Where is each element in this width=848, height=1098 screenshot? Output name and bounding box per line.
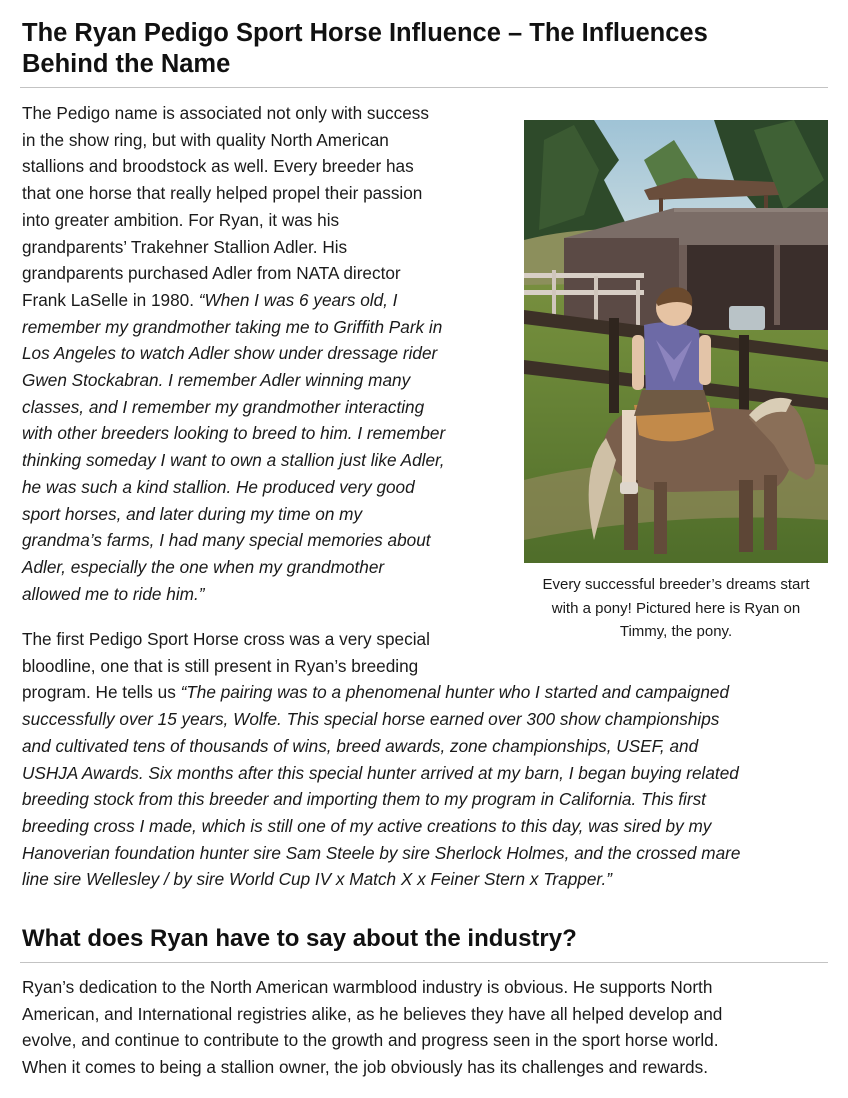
text-line: When it comes to being a stallion owner, the job obviously has its challenges and rewards. [22,1057,708,1078]
quote-start: “When I was 6 years old, I [198,289,398,310]
quote-start: “The pairing was to a phenomenal hunter who I started and campaigned [180,682,730,703]
quote-line: remember my grandmother taking me to Griffith Park in [22,316,443,337]
pony-photo [524,120,828,563]
quote-line: successfully over 15 years, Wolfe. This special horse earned over 300 show championships [22,709,720,730]
title-divider [20,87,828,88]
quote-line: line sire Wellesley / by sire World Cup IV x Match X x Feiner Stern x Trapper.” [22,869,612,890]
text-line: grandparents purchased Adler from NATA director [22,263,401,284]
text-line: that one horse that really helped propel their passion [22,183,423,204]
caption-line: with a pony! Pictured here is Ryan on [551,599,801,617]
article-title: The Ryan Pedigo Sport Horse Influence – The Influences Behind the Name [22,19,708,78]
quote-line: Adler, especially the one when my grandmother [22,556,385,577]
quote-line: Gwen Stockabran. I remember Adler winning many [22,370,411,391]
text-line [22,287,502,314]
quote-line: and cultivated tens of thousands of wins, breed awards, zone championships, USEF, and [22,735,699,756]
text-line: bloodline, one that is still present in Ryan’s breeding [22,655,419,676]
text-plain: program. He tells us [22,682,181,703]
quote-line: grandma’s farms, I had many special memories about [22,530,431,551]
text-line: evolve, and continue to contribute to the growth and progress seen in the sport horse world. [22,1030,719,1051]
caption-line: Every successful breeder’s dreams start [542,576,810,593]
quote-line: classes, and I remember my grandmother interacting [22,396,425,417]
text-line: in the show ring, but with quality North American [22,129,389,150]
text-plain: Frank LaSelle in 1980. [22,289,199,310]
section-divider [20,962,828,963]
text-line: grandparents’ Trakehner Stallion Adler. His [22,236,348,257]
quote-line: breeding stock from this breeder and importing them to my program in California. This first [22,789,706,810]
text-line: stallions and broodstock as well. Every breeder has [22,156,414,177]
text-line: into greater ambition. For Ryan, it was his [22,209,340,230]
paragraph-first-cross [22,626,828,893]
quote-line: Los Angeles to watch Adler show under dressage rider [22,343,438,364]
quote-line: he was such a kind stallion. He produced very good [22,476,415,497]
text-line: American, and International registries alike, as he believes they have all helped develop and [22,1003,723,1024]
paragraph-intro [22,100,502,607]
section-heading: What does Ryan have to say about the industry? [22,925,577,952]
text-line: Ryan’s dedication to the North American warmblood industry is obvious. He supports North [22,977,713,997]
text-line [22,679,828,706]
quote-line: Hanoverian foundation hunter sire Sam Steele by sire Sherlock Holmes, and the crossed mare [22,842,741,863]
caption-line: Timmy, the pony. [619,623,733,640]
quote-line: thinking someday I want to own a stallion just like Adler, [22,450,445,471]
text-line: The Pedigo name is associated not only with success [22,103,429,123]
quote-line: with other breeders looking to breed to him. I remember [22,423,446,444]
quote-line: USHJA Awards. Six months after this special hunter arrived at my barn, I began buying related [22,762,739,783]
quote-line: sport horses, and later during my time on my [22,503,363,524]
quote-line: allowed me to ride him.” [22,583,205,604]
text-line: The first Pedigo Sport Horse cross was a very special [22,629,430,649]
quote-line: breeding cross I made, which is still one of my active creations to this day, was sired by my [22,815,712,836]
paragraph-industry [22,974,828,1081]
